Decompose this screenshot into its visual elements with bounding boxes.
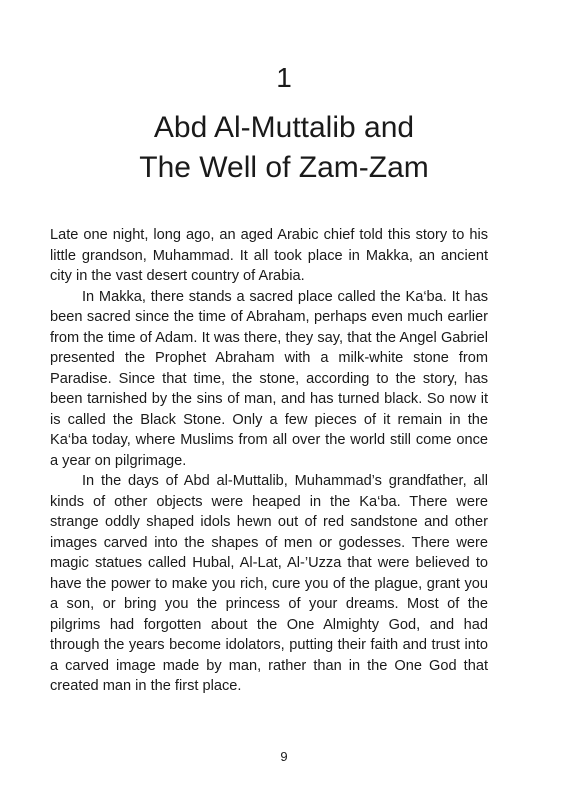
chapter-title <box>0 108 568 188</box>
chapter-number: 1 <box>276 62 292 93</box>
page-number: 9 <box>280 749 288 764</box>
paragraph-1: Late one night, long ago, an aged Arabic chief told this story to his little grandson, Muhammad. It all took place in Makka, an ancient city in the vast desert country of Arabia. <box>50 227 488 284</box>
paragraph-3: In the days of Abd al-Muttalib, Muhammad’s grandfather, all kinds of other objects were heaped in the Ka‘ba. There were strange oddly shaped idols hewn out of red sandstone and other images carved into the shapes of men or godesses. There were magic statues called Hubal, Al-Lat, Al-’Uzza that were believed to have the power to make you rich, cure you of the plague, grant you a son, or bring you the princess of your dreams. Most of the pilgrims had forgotten about the One Almighty God, and had through the years become idolators, putting their faith and trust into a carved image made by man, rather than in the One God that created man in the first place. <box>50 473 488 694</box>
chapter-title-line-1: Abd Al-Muttalib and <box>153 111 415 144</box>
chapter-body <box>50 225 488 697</box>
paragraph-2: In Makka, there stands a sacred place called the Ka‘ba. It has been sacred since the time of Abraham, perhaps even much earlier from the time of Adam. It was there, they say, that the Angel Gabriel presented the Prophet Abraham with a milk-white stone from Paradise. Since that time, the stone, according to the story, has been tarnished by the sins of man, and has turned black. So now it is called the Black Stone. Only a few pieces of it remain in the Ka‘ba today, where Muslims from all over the world still come once a year on pilgrimage. <box>50 288 488 469</box>
chapter-title-line-2: The Well of Zam-Zam <box>139 151 429 184</box>
